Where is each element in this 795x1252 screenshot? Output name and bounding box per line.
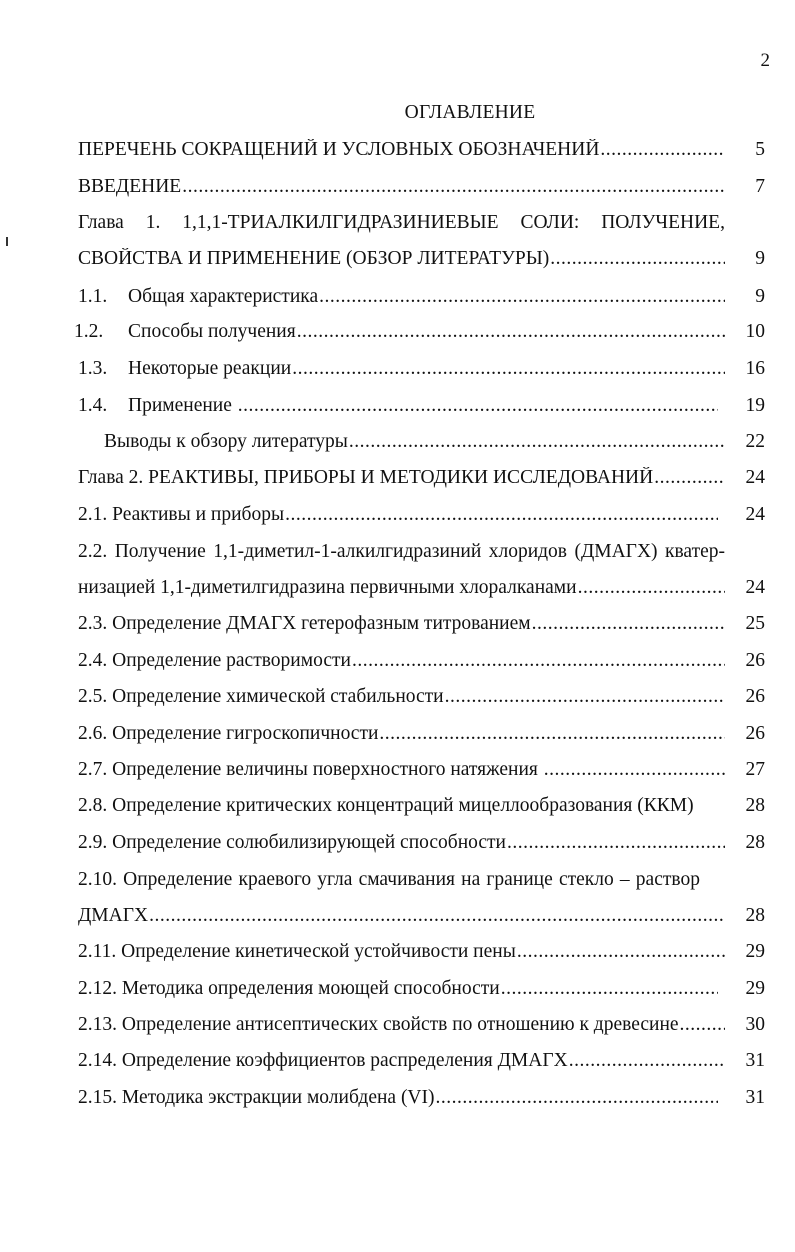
- toc-entry-text: низацией 1,1-диметилгидразина первичными хлоралканами: [78, 577, 577, 598]
- word: раствор: [635, 869, 700, 890]
- toc-section-number: 1.3.: [78, 358, 108, 379]
- dot-leader: [436, 1087, 718, 1109]
- dot-leader: [578, 577, 725, 599]
- toc-entry-2-1[interactable]: [78, 504, 718, 532]
- toc-page-number: 27: [745, 759, 765, 780]
- word: границе: [486, 869, 553, 890]
- toc-entry-1-1[interactable]: [78, 286, 725, 314]
- dot-leader: [352, 650, 725, 672]
- toc-page-number: 31: [745, 1087, 765, 1108]
- toc-entry-2-6[interactable]: [78, 723, 725, 751]
- toc-entry-introduction[interactable]: [78, 176, 725, 204]
- toc-entry-text: 2.3. Определение ДМАГХ гетерофазным титрованием: [78, 613, 531, 634]
- toc-page-number: 28: [745, 905, 765, 926]
- dot-leader: [149, 905, 725, 927]
- toc-entry-2-3[interactable]: [78, 613, 725, 641]
- toc-entry-chapter1[interactable]: [78, 248, 725, 276]
- dot-leader: [379, 723, 725, 745]
- toc-entry-1-4[interactable]: [78, 395, 718, 423]
- toc-entry-text: СВОЙСТВА И ПРИМЕНЕНИЕ (ОБЗОР ЛИТЕРАТУРЫ): [78, 248, 550, 269]
- word: Определение: [123, 869, 233, 890]
- toc-entry-text: 2.8. Определение критических концентраций мицеллообразования (ККМ): [78, 795, 694, 816]
- word: 1.: [145, 212, 161, 233]
- word: Глава: [78, 212, 124, 233]
- page-number: 2: [760, 50, 770, 71]
- toc-entry-text: 2.15. Методика экстракции молибдена (VI): [78, 1087, 435, 1108]
- word: кватер-: [665, 541, 725, 562]
- toc-entry-2-9[interactable]: [78, 832, 725, 860]
- toc-entry-text: Способы получения: [128, 321, 296, 342]
- toc-entry-2-14[interactable]: [78, 1050, 725, 1078]
- toc-entry-abbreviations[interactable]: [78, 139, 725, 167]
- toc-entry-text: ДМАГХ: [78, 905, 149, 926]
- toc-page-number: 10: [745, 321, 765, 342]
- dot-leader: [292, 358, 725, 380]
- toc-entry-text: 2.1. Реактивы и приборы: [78, 504, 285, 525]
- toc-page-number: 28: [745, 832, 765, 853]
- toc-section-number: 1.1.: [78, 286, 108, 307]
- toc-entry-2-11[interactable]: [78, 941, 725, 969]
- word: 1,1,1-ТРИАЛКИЛГИДРАЗИНИЕВЫЕ: [182, 212, 499, 233]
- dot-leader: [507, 832, 725, 854]
- toc-entry-text: Некоторые реакции: [128, 358, 292, 379]
- toc-entry-2-10[interactable]: [78, 905, 725, 933]
- toc-entry-2-12[interactable]: [78, 978, 718, 1006]
- toc-entry-2-2-line1[interactable]: [78, 541, 725, 563]
- toc-entry-chapter1-line1[interactable]: [78, 212, 725, 234]
- dot-leader: [517, 941, 725, 963]
- toc-page-number: 5: [755, 139, 765, 160]
- word: хлоридов: [488, 541, 568, 562]
- word: –: [619, 869, 630, 890]
- dot-leader: [600, 139, 725, 161]
- toc-entry-1-3[interactable]: [78, 358, 725, 386]
- toc-entry-2-4[interactable]: [78, 650, 725, 678]
- toc-entry-2-2[interactable]: [78, 577, 725, 605]
- toc-entry-text: 2.9. Определение солюбилизирующей способности: [78, 832, 506, 853]
- dot-leader: [569, 1050, 725, 1072]
- toc-entry-chapter2[interactable]: [78, 467, 725, 495]
- word: на: [461, 869, 481, 890]
- dot-leader: [297, 321, 725, 343]
- dot-leader: [238, 395, 718, 417]
- toc-entry-text: 2.4. Определение растворимости: [78, 650, 351, 671]
- dot-leader: [501, 978, 718, 1000]
- dot-leader: [550, 248, 725, 270]
- toc-entry-2-13[interactable]: [78, 1014, 725, 1042]
- toc-page-number: 24: [745, 577, 765, 598]
- word: 2.10.: [78, 869, 117, 890]
- scan-artifact-mark: [6, 237, 8, 246]
- toc-entry-text: Выводы к обзору литературы: [104, 431, 348, 452]
- toc-entry-2-7[interactable]: [78, 759, 725, 787]
- toc-page-number: 28: [745, 795, 765, 816]
- toc-entry-text: 2.11. Определение кинетической устойчивости пены: [78, 941, 516, 962]
- toc-page-number: 29: [745, 978, 765, 999]
- dot-leader: [680, 1014, 725, 1036]
- dot-leader: [544, 759, 725, 781]
- toc-entry-text: ВВЕДЕНИЕ: [78, 176, 182, 197]
- word: 2.2.: [78, 541, 108, 562]
- toc-page-number: 22: [745, 431, 765, 452]
- dot-leader: [654, 467, 725, 489]
- toc-page-number: 24: [745, 467, 765, 488]
- toc-page-number: 29: [745, 941, 765, 962]
- toc-page-number: 7: [755, 176, 765, 197]
- toc-section-number: 1.2.: [74, 321, 104, 342]
- toc-entry-text: ПЕРЕЧЕНЬ СОКРАЩЕНИЙ И УСЛОВНЫХ ОБОЗНАЧЕНИЙ: [78, 139, 600, 160]
- toc-page-number: 31: [745, 1050, 765, 1071]
- toc-title: ОГЛАВЛЕНИЕ: [404, 102, 536, 123]
- toc-page-number: 26: [745, 650, 765, 671]
- dot-leader: [182, 176, 725, 198]
- toc-page-number: 24: [745, 504, 765, 525]
- toc-page-number: 26: [745, 686, 765, 707]
- word: 1,1-диметил-1-алкилгидразиний: [213, 541, 482, 562]
- dot-leader: [532, 613, 725, 635]
- toc-entry-text: Общая характеристика: [128, 286, 319, 307]
- toc-page-number: 26: [745, 723, 765, 744]
- word: смачивания: [358, 869, 455, 890]
- word: СОЛИ:: [520, 212, 580, 233]
- toc-entry-text: 2.12. Методика определения моющей способности: [78, 978, 500, 999]
- toc-section-number: 1.4.: [78, 395, 108, 416]
- toc-entry-text: 2.6. Определение гигроскопичности: [78, 723, 379, 744]
- toc-page-number: 16: [745, 358, 765, 379]
- toc-entry-2-15[interactable]: [78, 1087, 718, 1115]
- toc-entry-text: Глава 2. РЕАКТИВЫ, ПРИБОРЫ И МЕТОДИКИ ИССЛЕДОВАНИЙ: [78, 467, 654, 488]
- toc-page-number: 9: [755, 248, 765, 269]
- toc-page-number: 19: [745, 395, 765, 416]
- dot-leader: [349, 431, 725, 453]
- word: стекло: [558, 869, 614, 890]
- word: Получение: [114, 541, 206, 562]
- toc-entry-text: Применение: [128, 395, 237, 416]
- word: краевого: [238, 869, 312, 890]
- toc-entry-text: 2.13. Определение антисептических свойств по отношению к древесине: [78, 1014, 679, 1035]
- toc-entry-2-5[interactable]: [78, 686, 725, 714]
- toc-page-number: 25: [745, 613, 765, 634]
- toc-entry-text: 2.5. Определение химической стабильности: [78, 686, 444, 707]
- toc-entry-conclusions[interactable]: [104, 431, 725, 459]
- word: ПОЛУЧЕНИЕ,: [601, 212, 725, 233]
- toc-entry-2-10-line1[interactable]: [78, 869, 700, 891]
- dot-leader: [319, 286, 725, 308]
- word: угла: [317, 869, 353, 890]
- dot-leader: [445, 686, 725, 708]
- toc-entry-1-2[interactable]: [74, 321, 725, 349]
- toc-entry-text: 2.14. Определение коэффициентов распределения ДМАГХ: [78, 1050, 568, 1071]
- word: (ДМАГХ): [574, 541, 658, 562]
- dot-leader: [285, 504, 718, 526]
- toc-entry-2-8[interactable]: [78, 795, 725, 823]
- toc-entry-text: 2.7. Определение величины поверхностного натяжения: [78, 759, 543, 780]
- toc-page-number: 30: [745, 1014, 765, 1035]
- toc-page-number: 9: [755, 286, 765, 307]
